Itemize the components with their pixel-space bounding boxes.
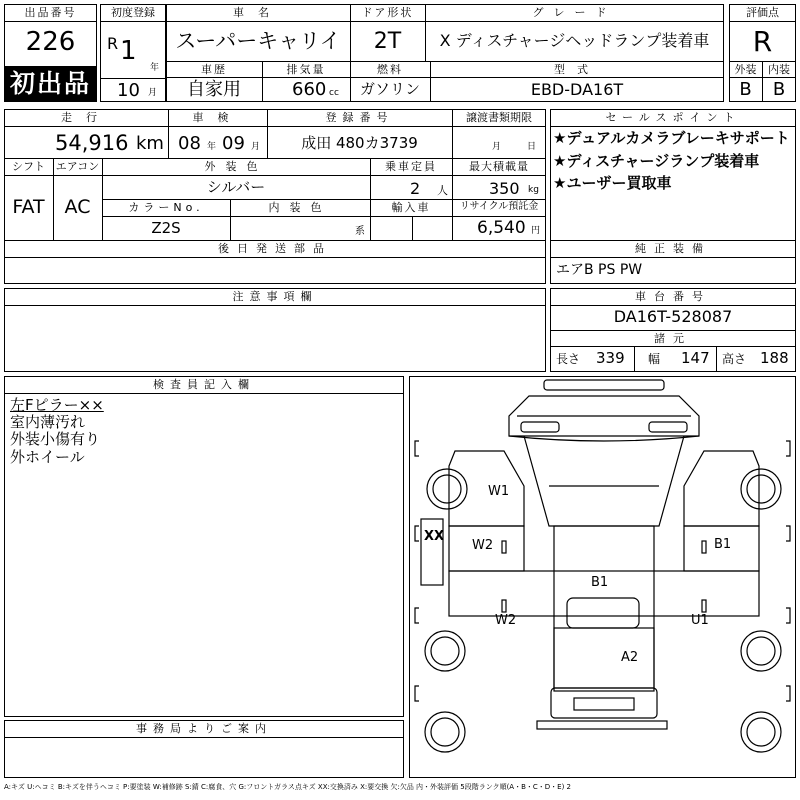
width: 147 [681,349,710,367]
damage-mark-w1: W1 [488,484,510,499]
damage-mark-w2-left: W2 [472,538,494,553]
transfer-month-unit: 月 [492,142,502,152]
color: シルバー [206,178,266,196]
capacity: 2 [410,179,421,198]
load-label: 最大積載量 [469,160,529,173]
capacity-unit: 人 [437,184,448,197]
inspection-year-unit: 年 [207,142,217,152]
chassis-label: 車台番号 [635,290,711,303]
shift-label: シフト [12,160,45,173]
exterior-label: 外装 [734,63,757,76]
year-unit: 年 [150,63,160,73]
recycle-label: リサイクル預託金 [459,201,539,212]
load: 350 [489,179,520,198]
model: EBD-DA16T [530,80,624,99]
office-label: 事務局よりご案内 [136,722,272,735]
history-label: 車歴 [201,63,227,76]
door-type: 2T [373,29,402,54]
plate: 成田 480カ3739 [301,134,418,152]
interior-color-label: 内装色 [268,201,332,214]
sales-point-2: ★ディスチャージランプ装着車 [553,152,760,170]
damage-mark-u1: U1 [691,613,709,628]
mileage: 54,916 [55,131,129,155]
displacement-label: 排気量 [286,63,326,76]
equipment-label: 純正装備 [635,242,711,255]
damage-mark-w2-bed: W2 [495,613,517,628]
inspection-year: 08 [178,133,201,154]
lot-number-label: 出品番号 [24,6,77,19]
length: 339 [596,349,625,367]
ac-label: エアコン [55,160,100,173]
import-label: 輸入車 [391,201,431,214]
inspector-line-2: 室内薄汚れ [10,413,86,431]
exterior-score: B [739,79,752,100]
inspection-month-unit: 月 [251,142,261,152]
transfer-day-unit: 日 [527,142,537,152]
displacement-unit: cc [329,88,339,98]
width-label: 幅 [648,352,661,366]
inspector-line-3: 外装小傷有り [10,430,101,448]
capacity-label: 乗車定員 [385,160,437,173]
score: R [752,25,773,58]
first-reg-month: 10 [117,80,140,101]
height-label: 高さ [722,352,747,366]
ac: AC [64,196,91,218]
displacement: 660 [292,79,327,100]
damage-mark-xx: XX [424,529,445,544]
door-label: ドア形状 [361,6,414,19]
interior-color-unit: 系 [355,226,365,237]
first-reg-label: 初度登録 [111,6,155,19]
color-no: Z2S [151,219,181,237]
damage-mark-b1-right: B1 [714,537,732,552]
inspector-line-1: 左Fピラー×× [10,396,104,414]
caution-label: 注意事項欄 [232,290,318,303]
car-name-label: 車名 [233,6,283,19]
interior-label: 内装 [768,63,790,76]
sales-point-label: セールスポイント [605,111,741,124]
fuel-label: 燃料 [377,63,403,76]
inspection-month: 09 [222,133,245,154]
recycle: 6,540 [477,218,526,238]
inspector-label: 検査員記入欄 [153,378,255,391]
equipment: エアB PS PW [556,262,643,278]
history: 自家用 [187,79,241,100]
height: 188 [760,349,789,367]
era-label: R [107,34,119,53]
inspector-line-4: 外ホイール [10,448,85,466]
color-no-label: カラーNo. [128,201,204,214]
era-year: 1 [120,36,137,66]
car-name: スーパーキャリイ [175,29,341,53]
mileage-label: 走行 [61,111,111,124]
recycle-unit: 円 [531,226,541,236]
grade: X ディスチャージヘッドランプ装着車 [439,31,710,50]
lot-number: 226 [25,27,76,57]
sales-point-3: ★ユーザー買取車 [553,174,672,192]
inspection-label: 車検 [192,111,243,124]
interior-score: B [772,79,786,100]
shift: FAT [12,196,45,218]
month-unit: 月 [148,88,158,98]
damage-mark-b1-bed: B1 [591,575,609,590]
plate-label: 登録番号 [325,111,394,124]
sales-point-1: ★デュアルカメラブレーキサポート [553,129,790,147]
first-time-badge: 初出品 [4,66,97,102]
color-label: 外装色 [204,160,268,173]
score-label: 評価点 [746,6,779,19]
grade-label: グレード [532,6,617,19]
mileage-unit: km [136,133,164,154]
dims-label: 諸元 [654,332,692,345]
model-label: 型式 [554,63,600,76]
legend: A:キズ U:ヘコミ B:キズを伴うヘコミ P:要塗装 W:補修跡 S:錆 C:腐食、穴 G:フロントガラス点キズ XX:交換済み X:要交換 欠:欠品 内・外装評価 5段階ランク順(A・B・C・D・E) 2 [4,783,572,791]
transfer-label: 譲渡書類期限 [466,111,532,124]
load-unit: kg [528,185,539,195]
damage-mark-a2: A2 [621,650,639,665]
parts-label: 後日発送部品 [218,242,332,255]
length-label: 長さ [556,352,581,366]
chassis-number: DA16T-528087 [613,307,733,326]
fuel: ガソリン [359,80,420,98]
